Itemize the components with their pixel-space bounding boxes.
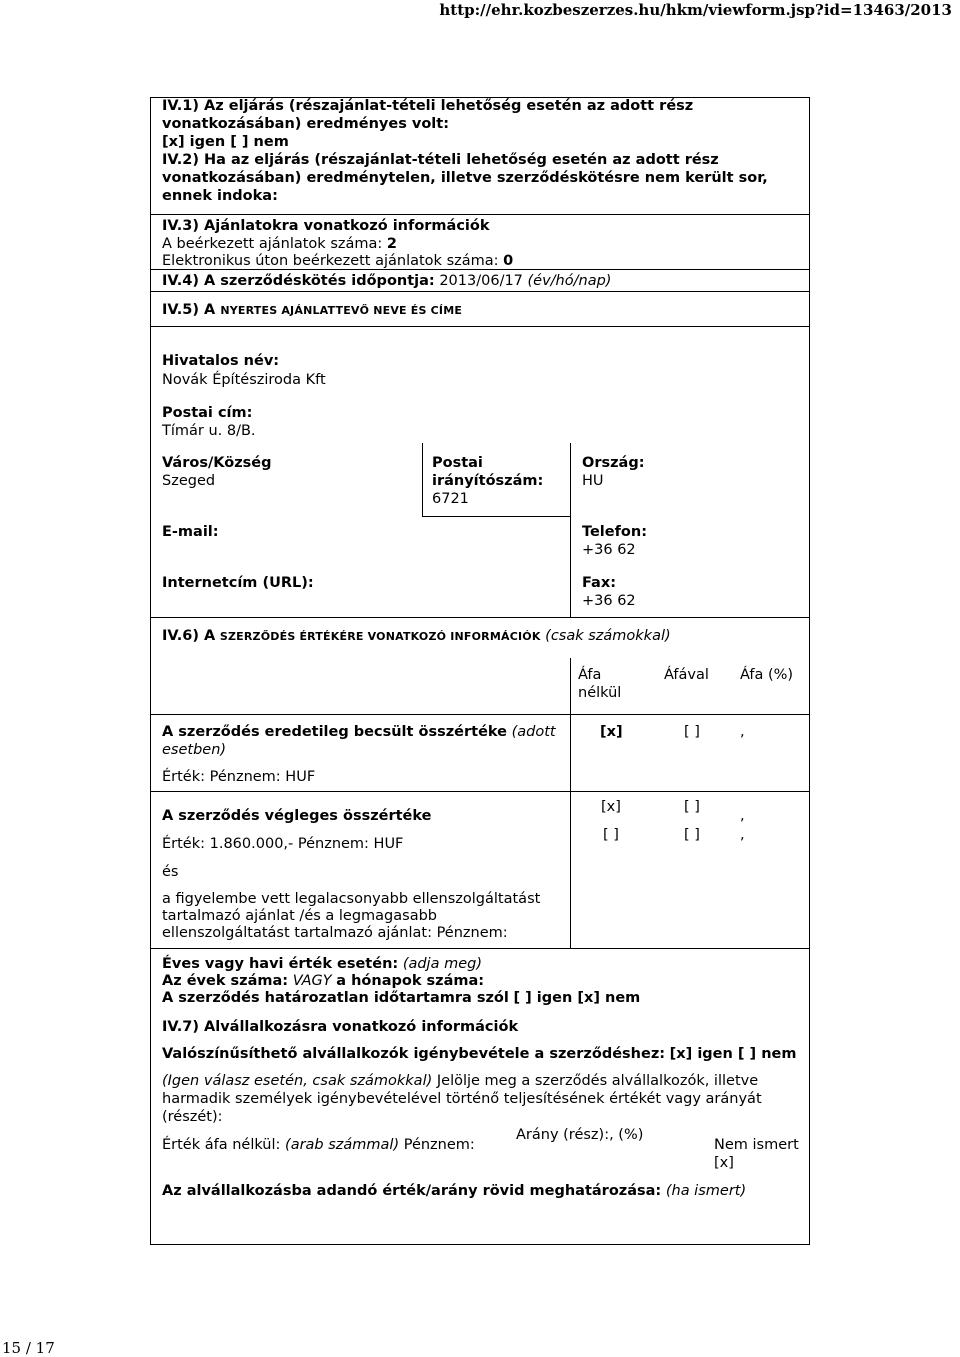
- iv4-label: IV.4) A szerződéskötés időpontja:: [162, 273, 435, 289]
- iv5-name-label: Hivatalos név:: [162, 353, 280, 369]
- iv5-zip-value: 6721: [432, 491, 469, 507]
- iv5-country-value: HU: [582, 473, 604, 489]
- range-col-1: [ ]: [603, 827, 619, 843]
- iv6-title: [162, 628, 671, 645]
- iv3-electronic-value: 0: [503, 253, 514, 269]
- orig-label: [162, 724, 556, 741]
- orig-label-it-1: (adott: [511, 724, 556, 740]
- divider-table-header: [150, 714, 810, 715]
- iv7-note-3: (részét):: [162, 1109, 223, 1125]
- iv7-value-currency: Pénznem:: [403, 1137, 475, 1153]
- iv3-electronic-label: Elektronikus úton beérkezett ajánlatok száma:: [162, 253, 499, 269]
- divider-orig-value: [150, 791, 810, 792]
- iv7-value-note: (arab számmal): [285, 1137, 400, 1153]
- orig-label-it-2: esetben): [162, 742, 227, 758]
- indefinite-answer: [ ] igen [x] nem: [513, 990, 641, 1006]
- annual-note: (adja meg): [402, 956, 482, 972]
- orig-col-2: [ ]: [684, 724, 700, 740]
- iv3-received: [162, 236, 397, 253]
- col-afaval: Áfával: [664, 667, 709, 683]
- indefinite-row: [162, 990, 640, 1007]
- page-number: 15 / 17: [2, 1339, 55, 1357]
- orig-col-3: ,: [740, 724, 745, 740]
- iv7-title: IV.7) Alvállalkozásra vonatkozó információk: [162, 1019, 519, 1035]
- address-col-left: [422, 443, 423, 517]
- final-label: A szerződés végleges összértéke: [162, 808, 432, 824]
- divider-iv5-end: [150, 617, 810, 618]
- col-afa-nelkul-2: nélkül: [578, 685, 622, 701]
- iv5-zip-label-2: irányítószám:: [432, 473, 544, 489]
- value-table-col: [570, 658, 571, 948]
- years-label: Az évek száma:: [162, 973, 289, 989]
- range-col-3: ,: [740, 827, 745, 843]
- orig-label-bold: A szerződés eredetileg becsült összértéke: [162, 724, 507, 740]
- iv7-unknown-box: [x]: [714, 1155, 734, 1171]
- range-line-3: ellenszolgáltatást tartalmazó ajánlat: Pénznem:: [162, 925, 508, 941]
- address-col-right: [570, 443, 571, 617]
- iv5-title: [162, 302, 462, 319]
- iv2-line-2: vonatkozásában) eredménytelen, illetve szerződéskötésre nem került sor,: [162, 170, 768, 186]
- iv3-received-value: 2: [386, 236, 397, 252]
- iv5-fax-value: +36 62: [582, 593, 636, 609]
- final-value: Érték: 1.860.000,- Pénznem: HUF: [162, 836, 404, 852]
- iv7-short-label: Az alvállalkozásba adandó érték/arány rövid meghatározása:: [162, 1183, 662, 1199]
- years-row: [162, 973, 484, 990]
- iv7-note-italic: (Igen válasz esetén, csak számokkal): [162, 1073, 433, 1089]
- iv4-date: 2013/06/17: [439, 273, 523, 289]
- iv7-ratio: Arány (rész):, (%): [516, 1127, 644, 1143]
- iv7-unknown: Nem ismert: [714, 1137, 799, 1153]
- iv5-zip-label-1: Postai: [432, 455, 483, 471]
- range-line-2: tartalmazó ajánlat /és a legmagasabb: [162, 908, 437, 924]
- es-label: és: [162, 864, 179, 880]
- iv5-city-value: Szeged: [162, 473, 216, 489]
- orig-col-1: [x]: [600, 724, 623, 740]
- divider-final-value: [150, 948, 810, 949]
- iv3-received-label: A beérkezett ajánlatok száma:: [162, 236, 383, 252]
- iv5-phone-label: Telefon:: [582, 524, 647, 540]
- iv7-question: [162, 1046, 797, 1063]
- years-or: VAGY: [292, 973, 332, 989]
- address-row-line: [422, 516, 570, 517]
- annual-row: [162, 956, 482, 973]
- divider-iv5: [150, 291, 810, 292]
- iv7-question-label: Valószínűsíthető alvállalkozók igénybevétele a szerződéshez:: [162, 1046, 666, 1062]
- iv6-title-sc: SZERZŐDÉS ÉRTÉKÉRE VONATKOZÓ INFORMÁCIÓK: [219, 630, 541, 643]
- iv1-title-2: vonatkozásában) eredményes volt:: [162, 116, 450, 132]
- months-label: a hónapok száma:: [336, 973, 485, 989]
- iv7-note-2: harmadik személyek igénybevételével történő teljesítésének értékét vagy arányát: [162, 1091, 762, 1107]
- iv6-prefix: IV.6) A: [162, 628, 216, 644]
- col-afa-nelkul-1: Áfa: [578, 667, 602, 683]
- orig-value: Érték: Pénznem: HUF: [162, 769, 316, 785]
- iv2-line-1: IV.2) Ha az eljárás (részajánlat-tételi lehetőség esetén az adott rész: [162, 152, 719, 168]
- iv4-format: (év/hó/nap): [527, 273, 612, 289]
- iv5-fax-label: Fax:: [582, 575, 616, 591]
- divider-iv5-title: [150, 326, 810, 327]
- iv5-phone-value: +36 62: [582, 542, 636, 558]
- iv7-question-answer: [x] igen [ ] nem: [669, 1046, 797, 1062]
- iv5-country-label: Ország:: [582, 455, 645, 471]
- iv3-electronic: [162, 253, 513, 270]
- iv6-title-suffix: (csak számokkal): [545, 628, 671, 644]
- iv7-value-label: Érték áfa nélkül:: [162, 1137, 281, 1153]
- range-line-1: a figyelembe vett legalacsonyabb ellenszolgáltatást: [162, 891, 541, 907]
- final-col-1: [x]: [601, 799, 621, 815]
- iv5-name-value: Novák Építésziroda Kft: [162, 372, 326, 388]
- iv5-address-value: Tímár u. 8/B.: [162, 423, 256, 439]
- iv7-note-1: [162, 1073, 758, 1090]
- final-col-2: [ ]: [684, 799, 700, 815]
- iv1-answer: [x] igen [ ] nem: [162, 134, 289, 150]
- col-afa-pct: Áfa (%): [740, 667, 794, 683]
- divider-iv3: [150, 214, 810, 215]
- indefinite-label: A szerződés határozatlan időtartamra szól: [162, 990, 509, 1006]
- iv7-note-text: Jelölje meg a szerződés alvállalkozók, illetve: [436, 1073, 759, 1089]
- range-col-2: [ ]: [684, 827, 700, 843]
- page-url: http://ehr.kozbeszerzes.hu/hkm/viewform.jsp?id=13463/2013: [439, 1, 952, 19]
- iv5-address-label: Postai cím:: [162, 405, 253, 421]
- iv4-row: [162, 273, 611, 290]
- iv3-title: IV.3) Ajánlatokra vonatkozó információk: [162, 218, 490, 234]
- iv5-email-label: E-mail:: [162, 524, 219, 540]
- iv5-city-label: Város/Község: [162, 455, 272, 471]
- iv2-line-3: ennek indoka:: [162, 188, 278, 204]
- iv7-short-note: (ha ismert): [665, 1183, 747, 1199]
- final-col-3: ,: [740, 808, 745, 824]
- iv5-prefix: IV.5) A: [162, 302, 216, 318]
- iv7-short-row: [162, 1183, 746, 1200]
- iv1-title: IV.1) Az eljárás (részajánlat-tételi lehetőség esetén az adott rész: [162, 98, 694, 114]
- iv5-url-label: Internetcím (URL):: [162, 575, 314, 591]
- iv5-title-sc: NYERTES AJÁNLATTEVŐ NEVE ÉS CÍME: [220, 304, 463, 317]
- iv7-value-row: [162, 1137, 475, 1154]
- annual-label: Éves vagy havi érték esetén:: [162, 956, 399, 972]
